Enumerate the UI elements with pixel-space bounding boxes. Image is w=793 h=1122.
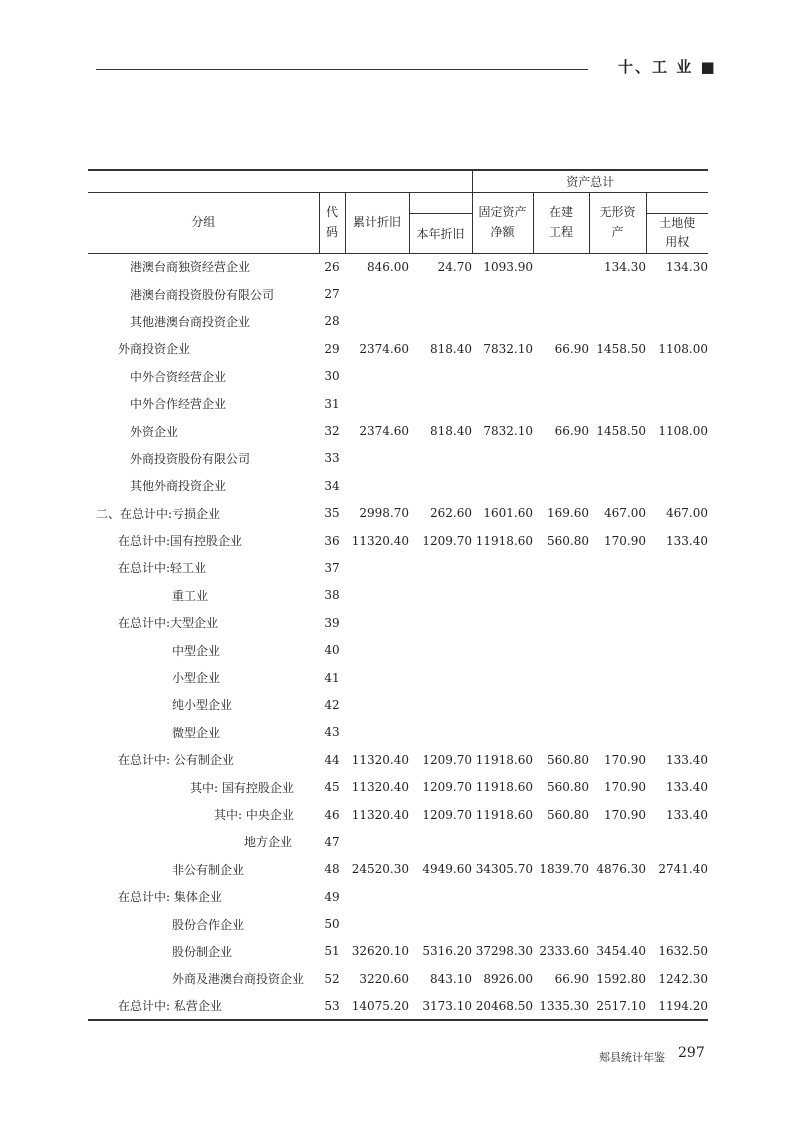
table-row	[88, 636, 708, 663]
cell-cum-dep: 11320.40	[351, 533, 409, 548]
total-assets-header: 资产总计	[472, 170, 708, 192]
row-code: 34	[324, 478, 340, 493]
cell-fixed	[472, 445, 533, 472]
table-row	[88, 828, 708, 855]
cell-land	[646, 883, 708, 910]
cell-land	[646, 472, 708, 499]
cell-land: 467.00	[666, 506, 709, 521]
cell-cum-dep: 11320.40	[351, 752, 409, 767]
cell-intangible	[589, 472, 646, 499]
cell-intangible	[589, 445, 646, 472]
col-header-fixed-assets-net: 固定资产净额	[472, 192, 533, 253]
cell-land	[646, 280, 708, 307]
cell-intangible: 170.90	[604, 533, 646, 548]
row-name: 重工业	[172, 588, 209, 603]
table-row	[88, 335, 708, 362]
col-header-construction: 在建工程	[533, 192, 589, 253]
cell-year-dep	[409, 554, 472, 581]
cell-year-dep: 262.60	[430, 506, 472, 521]
cell-cum-dep	[345, 445, 409, 472]
cell-land	[646, 363, 708, 390]
cell-cum-dep: 32620.10	[351, 944, 409, 959]
col-header-year-depreciation: 本年折旧	[409, 213, 472, 253]
row-name: 其中: 中央企业	[214, 808, 294, 822]
row-name: 微型企业	[172, 725, 221, 740]
cell-cum-dep	[345, 609, 409, 636]
cell-cum-dep	[345, 828, 409, 855]
header-row-top	[88, 170, 708, 192]
table-row	[88, 582, 708, 609]
cell-land	[646, 636, 708, 663]
row-code: 36	[324, 533, 340, 548]
cell-fixed: 11918.60	[475, 752, 533, 767]
cell-land: 2741.40	[658, 862, 709, 877]
cell-cum-dep	[345, 636, 409, 663]
cell-year-dep	[409, 582, 472, 609]
cell-cum-dep: 846.00	[367, 259, 409, 274]
row-code: 35	[324, 506, 340, 521]
cell-construction: 1839.70	[539, 862, 589, 877]
row-code: 38	[324, 588, 340, 603]
cell-fixed: 11918.60	[475, 780, 533, 795]
cell-intangible	[589, 280, 646, 307]
cell-fixed: 8926.00	[483, 971, 533, 986]
cell-construction: 560.80	[547, 533, 589, 548]
cell-construction	[533, 280, 589, 307]
cell-intangible	[589, 664, 646, 691]
cell-fixed	[472, 390, 533, 417]
cell-intangible	[589, 554, 646, 581]
cell-cum-dep	[345, 308, 409, 335]
cell-land: 1108.00	[658, 341, 709, 356]
row-name: 外商投资股份有限公司	[130, 451, 251, 466]
cell-intangible	[589, 636, 646, 663]
table-row	[88, 938, 708, 965]
cell-construction	[533, 828, 589, 855]
row-code: 37	[324, 560, 340, 575]
cell-land: 1632.50	[658, 944, 709, 959]
cell-fixed: 37298.30	[475, 944, 533, 959]
table-row	[88, 609, 708, 636]
cell-cum-dep	[345, 691, 409, 718]
table-row	[88, 773, 708, 800]
cell-construction: 66.90	[554, 971, 589, 986]
cell-fixed: 7832.10	[483, 341, 533, 356]
cell-land	[646, 719, 708, 746]
cell-fixed	[472, 828, 533, 855]
cell-fixed: 34305.70	[475, 862, 533, 877]
cell-cum-dep: 2998.70	[359, 506, 409, 521]
cell-land: 133.40	[666, 807, 709, 822]
cell-land: 134.30	[666, 259, 709, 274]
table-row	[88, 417, 708, 444]
cell-fixed	[472, 883, 533, 910]
cell-construction: 66.90	[554, 424, 589, 439]
cell-cum-dep: 11320.40	[351, 807, 409, 822]
table-row	[88, 883, 708, 910]
row-code: 30	[324, 369, 340, 384]
cell-intangible: 1458.50	[596, 424, 646, 439]
row-name: 中外合作经营企业	[130, 397, 227, 412]
row-name: 外商投资企业	[118, 342, 191, 357]
row-name: 港澳台商独资经营企业	[130, 260, 251, 275]
row-code: 44	[324, 752, 340, 767]
cell-construction	[533, 554, 589, 581]
cell-land	[646, 609, 708, 636]
cell-year-dep: 1209.70	[422, 780, 472, 795]
table-row	[88, 363, 708, 390]
col-header-land-use-right: 土地使用权	[646, 213, 708, 253]
cell-cum-dep	[345, 719, 409, 746]
cell-intangible: 1592.80	[596, 971, 646, 986]
cell-construction	[533, 253, 589, 280]
cell-intangible: 170.90	[604, 807, 646, 822]
cell-intangible: 467.00	[604, 506, 646, 521]
cell-intangible	[589, 719, 646, 746]
row-code: 42	[324, 697, 340, 712]
table-row	[88, 527, 708, 554]
row-code: 53	[319, 993, 345, 1020]
cell-land	[646, 554, 708, 581]
table-row	[88, 445, 708, 472]
cell-fixed	[472, 719, 533, 746]
section-title: 十、工 业 ■	[618, 58, 717, 76]
row-name: 在总计中:轻工业	[118, 561, 207, 576]
cell-year-dep	[409, 828, 472, 855]
row-name: 港澳台商投资股份有限公司	[130, 287, 275, 302]
cell-cum-dep	[345, 280, 409, 307]
cell-year-dep: 5316.20	[422, 944, 472, 959]
cell-intangible	[589, 308, 646, 335]
cell-year-dep	[409, 636, 472, 663]
cell-fixed: 11918.60	[475, 533, 533, 548]
col-header-intangible: 无形资产	[589, 192, 646, 253]
cell-cum-dep	[345, 883, 409, 910]
cell-intangible: 134.30	[604, 259, 646, 274]
cell-year-dep	[409, 308, 472, 335]
cell-year-dep	[409, 883, 472, 910]
cell-intangible: 2517.10	[589, 993, 646, 1020]
row-code: 51	[324, 944, 340, 959]
row-code: 46	[324, 807, 340, 822]
table-row	[88, 856, 708, 883]
cell-land	[646, 445, 708, 472]
table-row	[88, 253, 708, 280]
row-code: 47	[324, 834, 340, 849]
cell-land: 133.40	[666, 780, 709, 795]
cell-year-dep	[409, 910, 472, 937]
cell-land	[646, 691, 708, 718]
table-row	[88, 664, 708, 691]
cell-fixed	[472, 472, 533, 499]
row-name: 其中: 国有控股企业	[190, 780, 294, 795]
cell-fixed	[472, 609, 533, 636]
cell-intangible	[589, 883, 646, 910]
statistics-table	[88, 169, 708, 1021]
cell-fixed	[472, 308, 533, 335]
col-header-name: 分组	[88, 192, 319, 253]
cell-year-dep: 1209.70	[422, 533, 472, 548]
table-row	[88, 308, 708, 335]
cell-intangible	[589, 609, 646, 636]
table-row	[88, 993, 708, 1020]
row-name: 在总计中:国有控股企业	[118, 534, 243, 549]
table-row	[88, 472, 708, 499]
row-name: 非公有制企业	[172, 862, 245, 877]
cell-fixed: 1601.60	[483, 506, 533, 521]
cell-intangible: 3454.40	[596, 944, 646, 959]
cell-intangible	[589, 691, 646, 718]
row-code: 50	[324, 917, 340, 932]
cell-year-dep	[409, 280, 472, 307]
table-row	[88, 554, 708, 581]
cell-cum-dep	[345, 582, 409, 609]
cell-construction	[533, 363, 589, 390]
cell-construction	[533, 664, 589, 691]
cell-fixed: 1093.90	[483, 259, 533, 274]
row-code: 27	[324, 287, 340, 302]
cell-intangible	[589, 363, 646, 390]
cell-year-dep: 3173.10	[409, 993, 472, 1020]
cell-fixed: 20468.50	[472, 993, 533, 1020]
cell-intangible: 170.90	[604, 752, 646, 767]
col-header-code: 代码	[319, 192, 345, 253]
cell-year-dep: 818.40	[430, 341, 472, 356]
row-name: 其他外商投资企业	[130, 479, 227, 494]
footer-page-number: 297	[678, 1045, 705, 1061]
row-code: 40	[324, 643, 340, 658]
cell-year-dep	[409, 691, 472, 718]
row-name: 股份制企业	[172, 944, 233, 959]
row-code: 32	[324, 424, 340, 439]
cell-intangible: 1458.50	[596, 341, 646, 356]
cell-year-dep: 4949.60	[422, 862, 472, 877]
cell-construction	[533, 308, 589, 335]
cell-construction	[533, 636, 589, 663]
cell-year-dep: 843.10	[430, 971, 472, 986]
cell-fixed	[472, 554, 533, 581]
row-name: 地方企业	[244, 835, 293, 850]
cell-year-dep	[409, 472, 472, 499]
row-code: 48	[324, 862, 340, 877]
cell-fixed: 7832.10	[483, 424, 533, 439]
cell-land	[646, 308, 708, 335]
table-row	[88, 910, 708, 937]
row-name: 纯小型企业	[172, 698, 233, 713]
cell-construction: 560.80	[547, 752, 589, 767]
row-name: 外商及港澳台商投资企业	[172, 972, 305, 987]
cell-intangible: 4876.30	[596, 862, 646, 877]
row-code: 29	[324, 341, 340, 356]
row-name: 小型企业	[172, 671, 221, 686]
cell-construction	[533, 445, 589, 472]
cell-year-dep: 818.40	[430, 424, 472, 439]
row-name: 在总计中: 集体企业	[118, 890, 222, 905]
cell-fixed	[472, 363, 533, 390]
row-name: 中外合资经营企业	[130, 369, 227, 384]
cell-fixed: 11918.60	[475, 807, 533, 822]
cell-fixed	[472, 636, 533, 663]
header-rule	[96, 69, 588, 70]
row-code: 52	[324, 971, 340, 986]
cell-land	[646, 582, 708, 609]
cell-year-dep	[409, 445, 472, 472]
table-row	[88, 965, 708, 992]
row-name: 在总计中: 私营企业	[88, 993, 319, 1020]
cell-year-dep: 1209.70	[422, 807, 472, 822]
cell-cum-dep	[345, 554, 409, 581]
table-row	[88, 691, 708, 718]
row-code: 26	[324, 259, 340, 274]
cell-construction	[533, 883, 589, 910]
cell-cum-dep	[345, 472, 409, 499]
row-code: 33	[324, 451, 340, 466]
cell-year-dep	[409, 363, 472, 390]
cell-land	[646, 390, 708, 417]
cell-cum-dep: 2374.60	[359, 341, 409, 356]
cell-year-dep: 24.70	[437, 259, 472, 274]
cell-land: 1194.20	[646, 993, 708, 1020]
cell-land: 133.40	[666, 752, 709, 767]
cell-construction	[533, 390, 589, 417]
row-name: 在总计中: 公有制企业	[118, 753, 234, 768]
cell-construction	[533, 719, 589, 746]
table-row	[88, 500, 708, 527]
row-name: 中型企业	[172, 643, 221, 658]
table-row	[88, 390, 708, 417]
row-code: 41	[324, 670, 340, 685]
cell-land: 133.40	[666, 533, 709, 548]
col-header-cumulative-depreciation: 累计折旧	[345, 192, 409, 253]
cell-fixed	[472, 664, 533, 691]
table-row	[88, 280, 708, 307]
cell-cum-dep	[345, 390, 409, 417]
cell-fixed	[472, 691, 533, 718]
cell-intangible	[589, 582, 646, 609]
cell-intangible	[589, 828, 646, 855]
cell-cum-dep: 2374.60	[359, 424, 409, 439]
cell-construction: 66.90	[554, 341, 589, 356]
cell-fixed	[472, 582, 533, 609]
cell-construction: 1335.30	[533, 993, 589, 1020]
row-name: 股份合作企业	[172, 917, 245, 932]
cell-intangible	[589, 910, 646, 937]
row-name: 二、在总计中:亏损企业	[96, 506, 221, 521]
table-row	[88, 719, 708, 746]
cell-year-dep	[409, 609, 472, 636]
cell-construction	[533, 472, 589, 499]
cell-cum-dep	[345, 910, 409, 937]
row-name: 外资企业	[130, 424, 179, 439]
col-header-spacer	[409, 192, 472, 213]
table-row	[88, 801, 708, 828]
cell-year-dep: 1209.70	[422, 752, 472, 767]
cell-fixed	[472, 910, 533, 937]
cell-construction: 2333.60	[539, 944, 589, 959]
cell-cum-dep	[345, 664, 409, 691]
cell-cum-dep: 24520.30	[351, 862, 409, 877]
cell-land	[646, 910, 708, 937]
row-name: 其他港澳台商投资企业	[130, 314, 251, 329]
cell-construction	[533, 582, 589, 609]
cell-intangible: 170.90	[604, 780, 646, 795]
row-code: 45	[324, 780, 340, 795]
header-row-1	[88, 192, 708, 213]
cell-fixed	[472, 280, 533, 307]
row-code: 31	[324, 396, 340, 411]
cell-land	[646, 664, 708, 691]
cell-year-dep	[409, 390, 472, 417]
row-name: 在总计中:大型企业	[118, 616, 219, 631]
cell-land: 1108.00	[658, 424, 709, 439]
cell-land: 1242.30	[658, 971, 709, 986]
row-code: 43	[324, 725, 340, 740]
cell-construction	[533, 910, 589, 937]
cell-cum-dep: 3220.60	[359, 971, 409, 986]
row-code: 28	[324, 314, 340, 329]
table-row	[88, 746, 708, 773]
cell-cum-dep: 11320.40	[351, 780, 409, 795]
cell-construction	[533, 691, 589, 718]
cell-year-dep	[409, 719, 472, 746]
cell-construction: 560.80	[547, 807, 589, 822]
cell-construction	[533, 609, 589, 636]
cell-year-dep	[409, 664, 472, 691]
cell-construction: 169.60	[547, 506, 589, 521]
cell-cum-dep: 14075.20	[345, 993, 409, 1020]
cell-cum-dep	[345, 363, 409, 390]
cell-construction: 560.80	[547, 780, 589, 795]
cell-land	[646, 828, 708, 855]
footer-book-title: 郏县统计年鉴	[599, 1051, 665, 1064]
col-header-spacer-2	[646, 192, 708, 213]
row-code: 49	[324, 889, 340, 904]
row-code: 39	[324, 615, 340, 630]
cell-intangible	[589, 390, 646, 417]
